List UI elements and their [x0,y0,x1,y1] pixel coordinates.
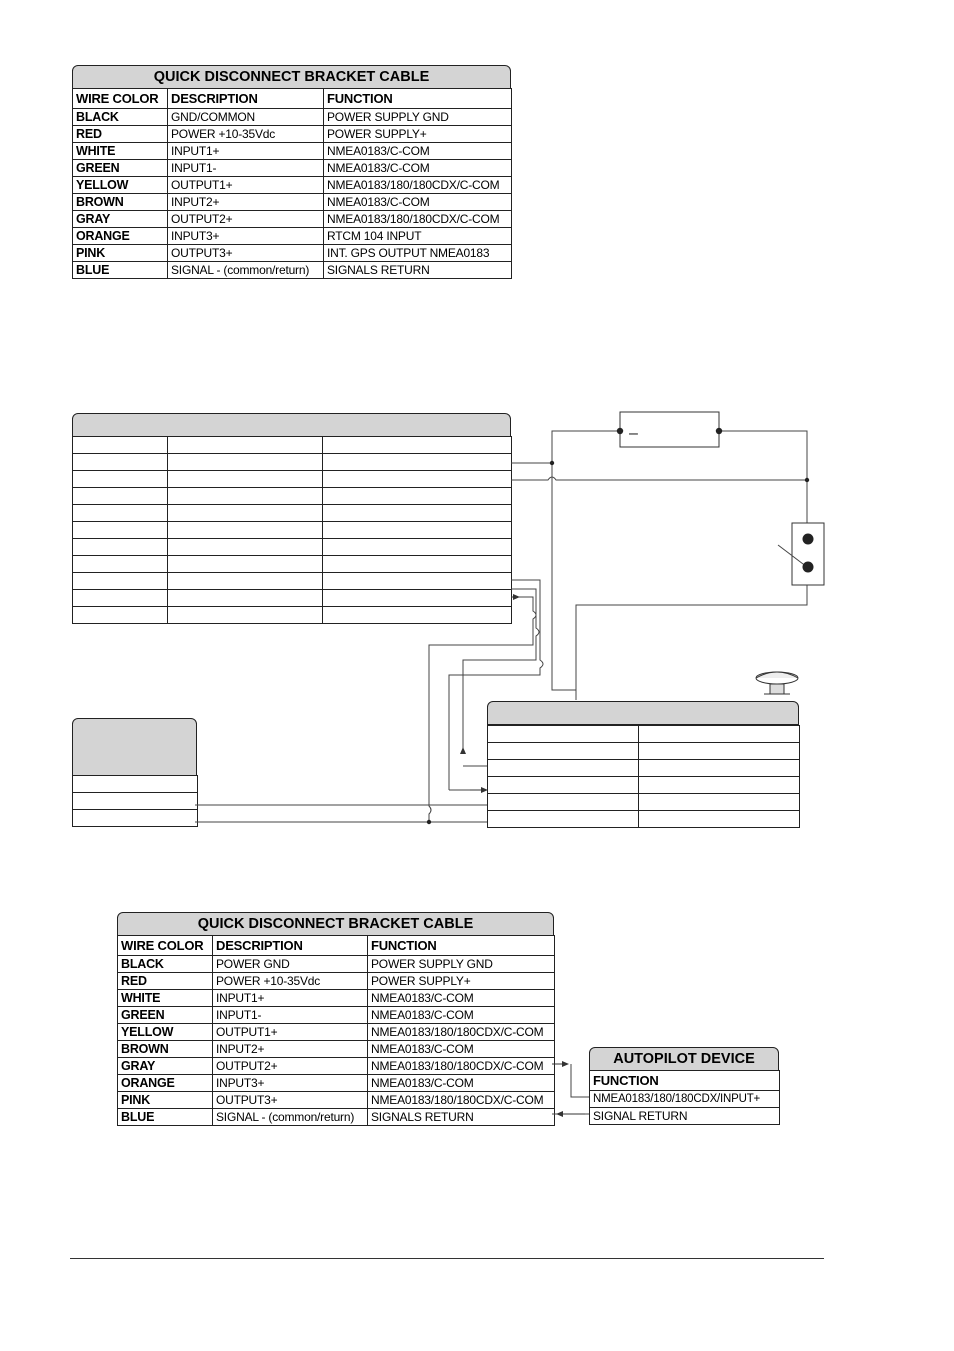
cell-function: NMEA0183/C-COM [324,160,512,177]
cell-description: SIGNAL - (common/return) [213,1109,368,1126]
switch-contact-top [803,534,814,545]
switch-contact-bottom [803,562,814,573]
wire-autopilot-in [571,1064,589,1097]
gps-antenna-icon [756,672,798,694]
cell-description: POWER +10-35Vdc [168,126,324,143]
cell-description: INPUT2+ [213,1041,368,1058]
cell-function: NMEA0183/180/180CDX/C-COM [324,211,512,228]
cell-wire-color: GREEN [73,160,168,177]
cell-wire-color: BLACK [118,956,213,973]
wire-ground-bus [552,463,576,690]
cell-function: NMEA0183/180/180CDX/C-COM [368,1092,555,1109]
wire-gnd [511,431,620,463]
cell-description: INPUT1+ [168,143,324,160]
header-description: DESCRIPTION [213,936,368,956]
cell-description: INPUT2+ [168,194,324,211]
header-wire-color: WIRE COLOR [118,936,213,956]
cell-description: INPUT1+ [213,990,368,1007]
cell-wire-color: WHITE [118,990,213,1007]
cell-function: SIGNALS RETURN [368,1109,555,1126]
cell-function: NMEA0183/C-COM [324,194,512,211]
cell-wire-color: GREEN [118,1007,213,1024]
cell-description: OUTPUT2+ [213,1058,368,1075]
autopilot-header: FUNCTION [590,1071,780,1091]
cell-function: POWER SUPPLY+ [368,973,555,990]
autopilot-table-title: AUTOPILOT DEVICE [589,1047,779,1071]
cell-function: POWER SUPPLY+ [324,126,512,143]
cell-description: INPUT1- [168,160,324,177]
cell-function: NMEA0183/C-COM [324,143,512,160]
cell-wire-color: BROWN [73,194,168,211]
cell-wire-color: BLUE [73,262,168,279]
autopilot-row-input: NMEA0183/180/180CDX/INPUT+ [590,1091,780,1108]
top-table-title: QUICK DISCONNECT BRACKET CABLE [72,65,511,89]
cell-wire-color: RED [73,126,168,143]
cell-wire-color: ORANGE [118,1075,213,1092]
battery-terminal-plus [716,428,722,434]
cell-function: POWER SUPPLY GND [324,109,512,126]
wire-battery-plus [719,431,807,523]
header-function: FUNCTION [368,936,555,956]
header-function: FUNCTION [324,89,512,109]
cell-wire-color: GRAY [118,1058,213,1075]
battery-minus-sign: – [629,425,638,442]
cell-description: POWER GND [213,956,368,973]
cell-description: OUTPUT3+ [213,1092,368,1109]
wire-gray [195,597,536,822]
header-description: DESCRIPTION [168,89,324,109]
cell-wire-color: YELLOW [118,1024,213,1041]
cell-description: POWER +10-35Vdc [213,973,368,990]
cell-description: SIGNAL - (common/return) [168,262,324,279]
cell-function: NMEA0183/C-COM [368,1007,555,1024]
cell-description: OUTPUT1+ [213,1024,368,1041]
battery-terminal-minus [617,428,623,434]
junction-dot [427,820,431,824]
autopilot-row-return: SIGNAL RETURN [590,1108,780,1125]
cell-function: NMEA0183/C-COM [368,990,555,1007]
cell-function: POWER SUPPLY GND [368,956,555,973]
wire-power [511,477,807,480]
cell-function: NMEA0183/180/180CDX/C-COM [368,1058,555,1075]
cell-wire-color: PINK [73,245,168,262]
cell-wire-color: BLACK [73,109,168,126]
cell-function: RTCM 104 INPUT [324,228,512,245]
cell-function: NMEA0183/180/180CDX/C-COM [324,177,512,194]
wire-pink [463,589,539,748]
cell-description: GND/COMMON [168,109,324,126]
junction-dot [805,478,809,482]
cell-function: NMEA0183/C-COM [368,1041,555,1058]
header-wire-color: WIRE COLOR [73,89,168,109]
cell-wire-color: YELLOW [73,177,168,194]
cell-function: INT. GPS OUTPUT NMEA0183 [324,245,512,262]
cell-wire-color: PINK [118,1092,213,1109]
cell-wire-color: RED [118,973,213,990]
cell-description: OUTPUT3+ [168,245,324,262]
cell-description: OUTPUT2+ [168,211,324,228]
junction-dot [550,461,554,465]
cell-wire-color: WHITE [73,143,168,160]
footer-rule [70,1258,824,1259]
cell-wire-color: ORANGE [73,228,168,245]
switch-box [792,523,824,585]
cell-description: INPUT1- [213,1007,368,1024]
cell-function: NMEA0183/180/180CDX/C-COM [368,1024,555,1041]
cell-description: INPUT3+ [168,228,324,245]
cell-wire-color: GRAY [73,211,168,228]
bottom-table-title: QUICK DISCONNECT BRACKET CABLE [117,912,554,936]
cell-description: OUTPUT1+ [168,177,324,194]
cell-function: NMEA0183/C-COM [368,1075,555,1092]
cell-description: INPUT3+ [213,1075,368,1092]
cell-function: SIGNALS RETURN [324,262,512,279]
cell-wire-color: BROWN [118,1041,213,1058]
cell-wire-color: BLUE [118,1109,213,1126]
